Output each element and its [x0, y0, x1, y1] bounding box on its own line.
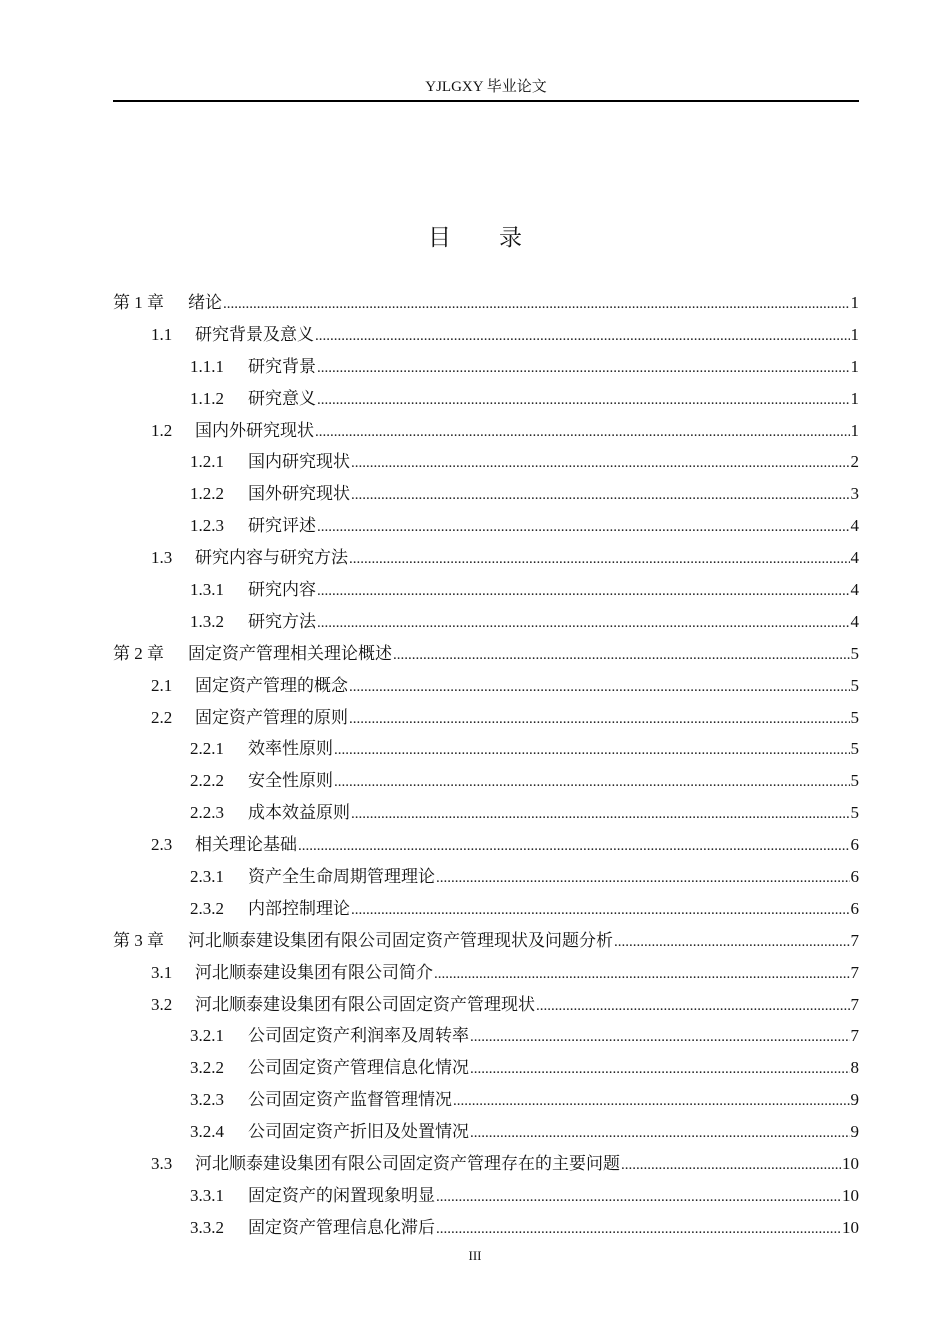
- toc-entry-number: 1.1.1: [190, 356, 224, 376]
- toc-entry-title: 研究意义: [248, 388, 316, 408]
- toc-entry-number: 2.2.3: [190, 803, 224, 823]
- toc-entry-number: 3.3: [151, 1154, 173, 1174]
- toc-entry-number: 第 3 章: [113, 930, 164, 950]
- toc-dot-leader: [434, 959, 850, 991]
- toc-entry-page: 5: [850, 771, 859, 791]
- toc-dot-leader: [349, 544, 850, 576]
- toc-entry-number: 1.3.1: [190, 580, 224, 600]
- toc-dot-leader: [436, 1182, 841, 1214]
- toc-entry-title: 内部控制理论: [248, 898, 350, 918]
- toc-entry[interactable]: [113, 733, 859, 765]
- toc-dot-leader: [621, 1150, 841, 1182]
- toc-entry[interactable]: [113, 287, 859, 319]
- toc-dot-leader: [393, 640, 850, 672]
- toc-entry[interactable]: [113, 861, 859, 893]
- toc-entry-page: 6: [850, 898, 859, 918]
- toc-entry-page: 10: [842, 1154, 859, 1174]
- toc-entry-page: 7: [850, 1026, 859, 1046]
- toc-entry-number: 2.2.2: [190, 771, 224, 791]
- toc-entry-title: 公司固定资产利润率及周转率: [248, 1026, 469, 1046]
- toc-entry-number: 3.2.1: [190, 1026, 224, 1046]
- toc-entry-page: 8: [850, 1058, 859, 1078]
- toc-entry-number: 3.2.3: [190, 1090, 224, 1110]
- toc-entry-page: 5: [850, 643, 859, 663]
- toc-entry-title: 相关理论基础: [195, 835, 297, 855]
- toc-entry-page: 7: [850, 930, 859, 950]
- toc-entry-title: 绪论: [188, 293, 222, 312]
- toc-entry-number: 2.1: [151, 675, 173, 695]
- toc-entry-number: 3.3.1: [190, 1185, 224, 1205]
- toc-entry-number: 1.1.2: [190, 388, 224, 408]
- toc-dot-leader: [614, 927, 850, 959]
- toc-entry-number: 3.2.4: [190, 1122, 224, 1142]
- toc-entry-number: 第 2 章: [113, 643, 164, 663]
- toc-entry-number: 3.2.2: [190, 1058, 224, 1078]
- toc-dot-leader: [334, 735, 850, 767]
- toc-entry-number: 1.2.1: [190, 452, 224, 472]
- toc-dot-leader: [351, 895, 850, 927]
- toc-entry[interactable]: [113, 829, 859, 861]
- toc-entry-number: 3.3.2: [190, 1217, 224, 1237]
- toc-entry-number: 1.2.3: [190, 516, 224, 536]
- toc-entry-page: 5: [850, 675, 859, 695]
- toc-entry-number: 3.2: [151, 994, 173, 1014]
- toc-entry-title: 河北顺泰建设集团有限公司简介: [195, 962, 433, 982]
- toc-entry-title: 研究背景: [248, 356, 316, 376]
- toc-entry-number: 2.3.2: [190, 898, 224, 918]
- toc-dot-leader: [470, 1022, 850, 1054]
- toc-entry-page: 4: [850, 580, 859, 600]
- header-rule: [113, 100, 859, 102]
- toc-entry-number: 2.3.1: [190, 867, 224, 887]
- toc-dot-leader: [470, 1054, 850, 1086]
- toc-entry[interactable]: [113, 383, 859, 415]
- toc-dot-leader: [317, 608, 850, 640]
- toc-entry-page: 9: [850, 1090, 859, 1110]
- toc-entry-title: 安全性原则: [248, 771, 333, 791]
- toc-entry-page: 7: [850, 994, 859, 1014]
- toc-entry-page: 3: [850, 484, 859, 504]
- toc-dot-leader: [351, 799, 850, 831]
- toc-dot-leader: [223, 289, 850, 321]
- toc-entry[interactable]: [113, 510, 859, 542]
- toc-entry[interactable]: [113, 1212, 859, 1244]
- toc-entry-page: 1: [850, 356, 859, 376]
- toc-entry-page: 5: [850, 803, 859, 823]
- toc-entry-title: 成本效益原则: [248, 803, 350, 823]
- toc-entry[interactable]: [113, 1084, 859, 1116]
- toc-entry[interactable]: [113, 446, 859, 478]
- toc-dot-leader: [351, 448, 850, 480]
- toc-entry[interactable]: [113, 319, 859, 351]
- toc-entry-title: 固定资产管理的原则: [195, 707, 348, 727]
- toc-entry-page: 1: [850, 324, 859, 344]
- toc-dot-leader: [349, 672, 850, 704]
- toc-title: 目录: [428, 225, 570, 250]
- toc-entry-page: 1: [850, 420, 859, 440]
- toc-entry-page: 9: [850, 1122, 859, 1142]
- toc-entry-number: 1.3.2: [190, 611, 224, 631]
- toc-entry[interactable]: [113, 1180, 859, 1212]
- toc-entry-title: 河北顺泰建设集团有限公司固定资产管理现状: [195, 994, 535, 1014]
- toc-dot-leader: [536, 991, 850, 1023]
- toc-entry-number: 第 1 章: [113, 293, 164, 312]
- toc-entry[interactable]: [113, 893, 859, 925]
- toc-entry-title: 研究评述: [248, 516, 316, 536]
- toc-dot-leader: [315, 321, 850, 353]
- toc-entry[interactable]: [113, 797, 859, 829]
- toc-entry[interactable]: [113, 478, 859, 510]
- toc-entry-title: 效率性原则: [248, 739, 333, 759]
- toc-entry-title: 固定资产的闲置现象明显: [248, 1185, 435, 1205]
- toc-entry-page: 7: [850, 962, 859, 982]
- toc-entry-title: 研究方法: [248, 611, 316, 631]
- toc-entry-title: 研究背景及意义: [195, 324, 314, 344]
- toc-entry-number: 1.3: [151, 548, 173, 568]
- toc-entry-page: 4: [850, 548, 859, 568]
- toc-entry[interactable]: [113, 925, 859, 957]
- toc-entry-number: 2.2.1: [190, 739, 224, 759]
- toc-dot-leader: [317, 576, 850, 608]
- toc-entry[interactable]: [113, 606, 859, 638]
- toc-entry-title: 固定资产管理信息化滞后: [248, 1217, 435, 1237]
- toc-entry[interactable]: [113, 670, 859, 702]
- toc-entry[interactable]: [113, 351, 859, 383]
- toc-entry[interactable]: [113, 542, 859, 574]
- toc-entry-page: 5: [850, 739, 859, 759]
- toc-entry-title: 公司固定资产折旧及处置情况: [248, 1122, 469, 1142]
- running-header: YJLGXY 毕业论文: [425, 79, 547, 95]
- toc-entry[interactable]: [113, 957, 859, 989]
- toc-entry-page: 10: [842, 1217, 859, 1237]
- toc-entry-page: 10: [842, 1185, 859, 1205]
- toc-dot-leader: [351, 480, 850, 512]
- toc-dot-leader: [298, 831, 850, 863]
- toc-entry[interactable]: [113, 415, 859, 447]
- toc-entry[interactable]: [113, 765, 859, 797]
- toc-entry[interactable]: [113, 1116, 859, 1148]
- toc-dot-leader: [317, 512, 850, 544]
- toc-entry-title: 河北顺泰建设集团有限公司固定资产管理存在的主要问题: [195, 1154, 620, 1174]
- toc-entry-title: 国外研究现状: [248, 484, 350, 504]
- toc-entry-page: 1: [850, 293, 859, 312]
- toc-entry-number: 2.2: [151, 707, 173, 727]
- toc-entry-page: 2: [850, 452, 859, 472]
- toc-dot-leader: [453, 1086, 850, 1118]
- toc-entry-number: 1.1: [151, 324, 173, 344]
- toc-dot-leader: [470, 1118, 850, 1150]
- toc-dot-leader: [315, 417, 850, 449]
- toc-dot-leader: [317, 353, 850, 385]
- toc-dot-leader: [334, 767, 850, 799]
- toc-dot-leader: [436, 863, 850, 895]
- toc-entry-title: 固定资产管理的概念: [195, 675, 348, 695]
- toc-entry-number: 1.2.2: [190, 484, 224, 504]
- toc-entry-title: 研究内容与研究方法: [195, 548, 348, 568]
- toc-entry[interactable]: [113, 638, 859, 670]
- table-of-contents: [113, 287, 859, 1244]
- toc-entry-title: 河北顺泰建设集团有限公司固定资产管理现状及问题分析: [188, 930, 613, 950]
- toc-entry-number: 2.3: [151, 835, 173, 855]
- toc-entry-title: 固定资产管理相关理论概述: [188, 643, 392, 663]
- toc-dot-leader: [317, 385, 850, 417]
- toc-entry-page: 6: [850, 835, 859, 855]
- toc-entry-title: 资产全生命周期管理理论: [248, 867, 435, 887]
- toc-entry[interactable]: [113, 574, 859, 606]
- page-number: III: [468, 1248, 482, 1263]
- toc-entry-title: 国内外研究现状: [195, 420, 314, 440]
- toc-entry-page: 6: [850, 867, 859, 887]
- toc-entry-title: 研究内容: [248, 580, 316, 600]
- toc-dot-leader: [436, 1214, 841, 1246]
- toc-entry[interactable]: [113, 1020, 859, 1052]
- toc-entry-page: 4: [850, 611, 859, 631]
- toc-entry-page: 1: [850, 388, 859, 408]
- toc-entry-title: 公司固定资产管理信息化情况: [248, 1058, 469, 1078]
- toc-entry[interactable]: [113, 702, 859, 734]
- toc-entry[interactable]: [113, 1052, 859, 1084]
- toc-entry[interactable]: [113, 989, 859, 1021]
- toc-entry-title: 公司固定资产监督管理情况: [248, 1090, 452, 1110]
- toc-entry-number: 1.2: [151, 420, 173, 440]
- toc-entry-page: 5: [850, 707, 859, 727]
- toc-entry-number: 3.1: [151, 962, 173, 982]
- toc-dot-leader: [349, 704, 850, 736]
- toc-entry-page: 4: [850, 516, 859, 536]
- toc-entry-title: 国内研究现状: [248, 452, 350, 472]
- toc-entry[interactable]: [113, 1148, 859, 1180]
